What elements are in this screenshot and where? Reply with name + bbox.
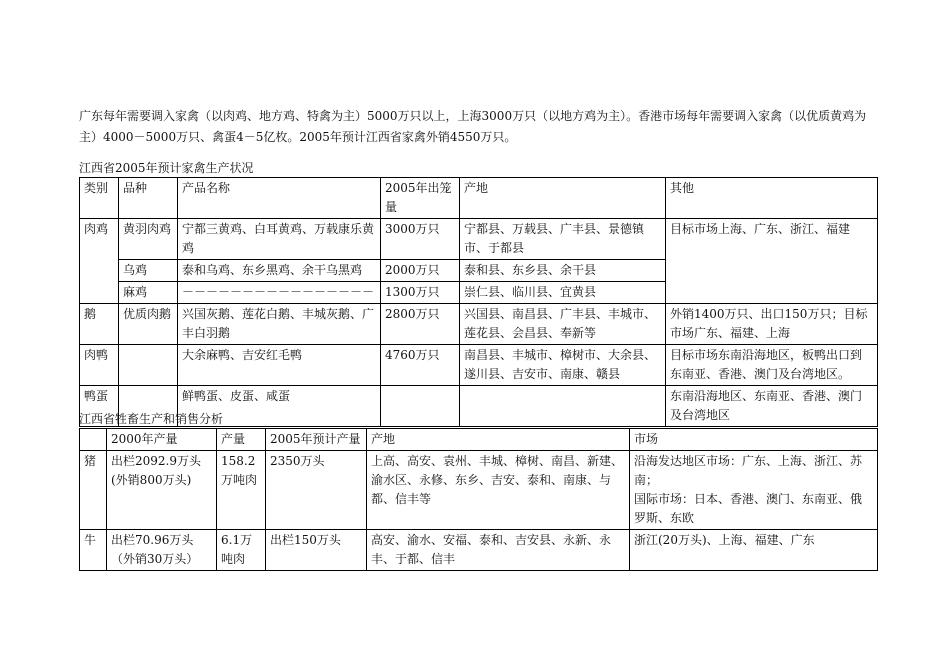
market-international: 国际市场：日本、香港、澳门、东南亚、俄罗斯、东欧 [634,492,863,525]
output-cell: 1300万只 [381,282,460,304]
table-row [80,451,878,530]
origin-cell: 上高、高安、袁州、丰城、樟树、南昌、新建、渝水区、永修、东乡、吉安、泰和、南康、与都、信丰等 [367,451,630,530]
output2005-cell: 出栏150万头 [266,530,367,571]
product-cell: －－－－－－－－－－－－－－－－ [178,282,381,304]
breed-cell: 乌鸡 [119,260,178,282]
market-domestic: 沿海发达地区市场：广东、上海、浙江、苏南； [634,454,863,487]
market-cell: 浙江(20万头)、上海、福建、广东 [630,530,878,571]
category-cell: 肉鸭 [80,345,119,386]
table-header-row [80,429,878,451]
header-cell: 产地 [460,178,666,219]
livestock-table [79,428,878,571]
table-row [80,304,878,345]
output-cell: 4760万只 [381,345,460,386]
header-cell: 2000年产量 [107,429,217,451]
product-cell: 泰和乌鸡、东乡黑鸡、余干乌黑鸡 [178,260,381,282]
breed-cell [119,345,178,386]
header-cell: 类别 [80,178,119,219]
product-cell: 宁都三黄鸡、白耳黄鸡、万载康乐黄鸡 [178,219,381,260]
header-cell: 其他 [666,178,878,219]
animal-cell: 猪 [80,451,107,530]
table-header-row [80,178,878,219]
other-cell: 东南沿海地区、东南亚、香港、澳门及台湾地区 [666,386,878,427]
breed-cell: 优质肉鹅 [119,304,178,345]
output2000-cell: 出栏70.96万头（外销30万头） [107,530,217,571]
other-cell: 目标市场东南沿海地区，板鸭出口到东南亚、香港、澳门及台湾地区。 [666,345,878,386]
output-cell: 2800万只 [381,304,460,345]
header-cell: 品种 [119,178,178,219]
product-cell: 兴国灰鹅、莲花白鹅、丰城灰鹅、广丰白羽鹅 [178,304,381,345]
category-cell: 鸭蛋 [80,386,119,427]
output2000-cell: 出栏2092.9万头(外销800万头) [107,451,217,530]
product-cell: 鲜鸭蛋、皮蛋、咸蛋 [178,386,381,427]
output2005-cell: 2350万头 [266,451,367,530]
table-row [80,219,878,260]
animal-cell: 牛 [80,530,107,571]
header-cell: 2005年出笼量 [381,178,460,219]
output-cell [381,386,460,427]
other-cell: 外销1400万只、出口150万只；目标市场广东、福建、上海 [666,304,878,345]
poultry-table [79,177,878,427]
header-cell [80,429,107,451]
origin-cell: 兴国县、南昌县、广丰县、丰城市、莲花县、会昌县、奉新等 [460,304,666,345]
category-cell: 鹅 [80,304,119,345]
header-cell: 产品名称 [178,178,381,219]
intro-paragraph: 广东每年需要调入家禽（以肉鸡、地方鸡、特禽为主）5000万只以上，上海3000万只（以地方鸡为主）。香港市场每年需要调入家禽（以优质黄鸡为主）4000－5000万只、禽蛋4－5亿枚。2005年预计江西省家禽外销4550万只。 [79,109,867,144]
breed-cell: 黄羽肉鸡 [119,219,178,260]
header-cell: 2005年预计产量 [266,429,367,451]
origin-cell: 宁都县、万载县、广丰县、景德镇市、于都县 [460,219,666,260]
category-cell: 肉鸡 [80,219,119,304]
market-cell [630,451,878,530]
product-cell: 大余麻鸭、吉安红毛鸭 [178,345,381,386]
table1-caption: 江西省2005年预计家禽生产状况 [79,161,254,175]
origin-cell: 南昌县、丰城市、樟树市、大余县、遂川县、吉安市、南康、赣县 [460,345,666,386]
other-cell: 目标市场上海、广东、浙江、福建 [666,219,878,304]
header-cell: 产地 [367,429,630,451]
meat-output-cell: 6.1万吨肉 [217,530,266,571]
origin-cell [460,386,666,427]
header-cell: 产量 [217,429,266,451]
table-row [80,530,878,571]
header-cell: 市场 [630,429,878,451]
table-row [80,345,878,386]
output-cell: 2000万只 [381,260,460,282]
origin-cell: 崇仁县、临川县、宜黄县 [460,282,666,304]
meat-output-cell: 158.2万吨肉 [217,451,266,530]
table2-caption: 江西省牲畜生产和销售分析 [79,412,224,426]
origin-cell: 高安、渝水、安福、泰和、吉安县、永新、永丰、于都、信丰 [367,530,630,571]
origin-cell: 泰和县、东乡县、余干县 [460,260,666,282]
output-cell: 3000万只 [381,219,460,260]
breed-cell: 麻鸡 [119,282,178,304]
